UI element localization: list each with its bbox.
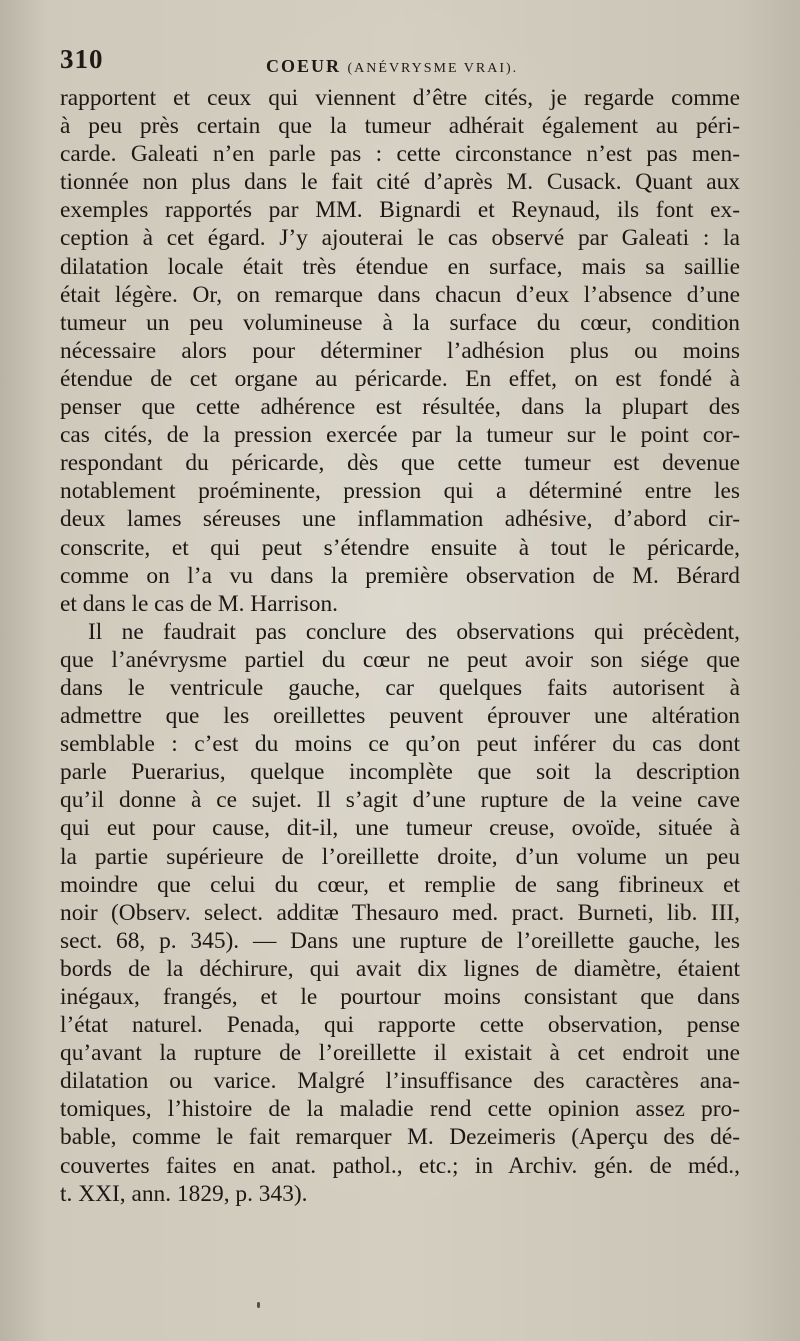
running-head-title: COEUR [266, 56, 342, 76]
running-head-subtitle: (ANÉVRYSME VRAI). [347, 61, 519, 76]
text-line: carde. Galeati n’en parle pas : cette circonstance n’est pas men- [60, 141, 740, 168]
text-line: couvertes faites en anat. pathol., etc.; in Archiv. gén. de méd., [60, 1152, 740, 1179]
running-head [266, 56, 518, 77]
text-line: tumeur un peu volumineuse à la surface du cœur, condition [60, 309, 740, 336]
text-line: dilatation locale était très étendue en surface, mais sa saillie [60, 253, 740, 280]
text-line: la partie supérieure de l’oreillette droite, d’un volume un peu [60, 843, 740, 870]
text-line: rapportent et ceux qui viennent d’être cités, je regarde comme [60, 85, 740, 111]
text-line: comme on l’a vu dans la première observation de M. Bérard [60, 562, 740, 589]
ink-speck [257, 1302, 260, 1308]
text-line: dans le ventricule gauche, car quelques faits autorisent à [60, 674, 740, 701]
text-line: deux lames séreuses une inflammation adhésive, d’abord cir- [60, 506, 740, 533]
text-line: respondant du péricarde, dès que cette tumeur est devenue [60, 450, 740, 477]
text-line: nécessaire alors pour déterminer l’adhésion plus ou moins [60, 337, 740, 364]
text-line: admettre que les oreillettes peuvent éprouver une altération [60, 703, 740, 730]
text-line: conscrite, et qui peut s’étendre ensuite à tout le péricarde, [60, 534, 740, 561]
text-line: l’état naturel. Penada, qui rapporte cette observation, pense [60, 1012, 740, 1039]
text-line: penser que cette adhérence est résultée, dans la plupart des [60, 394, 740, 421]
text-line: semblable : c’est du moins ce qu’on peut inférer du cas dont [60, 731, 740, 758]
text-line: sect. 68, p. 345). — Dans une rupture de l’oreillette gauche, les [60, 927, 740, 954]
text-line: inégaux, frangés, et le pourtour moins consistant que dans [60, 984, 740, 1010]
page-header [60, 44, 740, 84]
text-line: bable, comme le fait remarquer M. Dezeimeris (Aperçu des dé- [60, 1124, 740, 1151]
text-line: étendue de cet organe au péricarde. En effet, on est fondé à [60, 365, 740, 392]
text-line: était légère. Or, on remarque dans chacun d’eux l’absence d’une [60, 281, 740, 308]
text-line: bords de la déchirure, qui avait dix lignes de diamètre, étaient [60, 955, 740, 982]
text-line: qui eut pour cause, dit-il, une tumeur creuse, ovoïde, située à [60, 815, 740, 842]
paragraph-first-line: Il ne faudrait pas conclure des observations qui précèdent, [88, 618, 740, 645]
text-line: que l’anévrysme partiel du cœur ne peut avoir son siége que [60, 646, 740, 673]
text-line: noir (Observ. select. additæ Thesauro med. pract. Burneti, lib. III, [60, 899, 740, 926]
body-text [60, 84, 740, 1208]
page-number: 310 [60, 44, 104, 74]
text-line: tomiques, l’histoire de la maladie rend cette opinion assez pro- [60, 1096, 740, 1123]
text-line: cas cités, de la pression exercée par la tumeur sur le point cor- [60, 422, 740, 449]
text-line: qu’il donne à ce sujet. Il s’agit d’une rupture de la veine cave [60, 787, 740, 814]
text-line: à peu près certain que la tumeur adhérait également au péri- [60, 113, 740, 140]
text-line: notablement proéminente, pression qui a déterminé entre les [60, 478, 740, 505]
text-line: dilatation ou varice. Malgré l’insuffisance des caractères ana- [60, 1068, 740, 1095]
text-line: ception à cet égard. J’y ajouterai le cas observé par Galeati : la [60, 225, 740, 252]
text-line: tionnée non plus dans le fait cité d’après M. Cusack. Quant aux [60, 169, 740, 196]
text-line: moindre que celui du cœur, et remplie de sang fibrineux et [60, 871, 740, 898]
text-line: qu’avant la rupture de l’oreillette il existait à cet endroit une [60, 1040, 740, 1067]
text-line: exemples rapportés par MM. Bignardi et Reynaud, ils font ex- [60, 197, 740, 224]
text-line: parle Puerarius, quelque incomplète que soit la description [60, 759, 740, 786]
text-line: t. XXI, ann. 1829, p. 343). [60, 1180, 308, 1207]
text-line: et dans le cas de M. Harrison. [60, 590, 339, 617]
